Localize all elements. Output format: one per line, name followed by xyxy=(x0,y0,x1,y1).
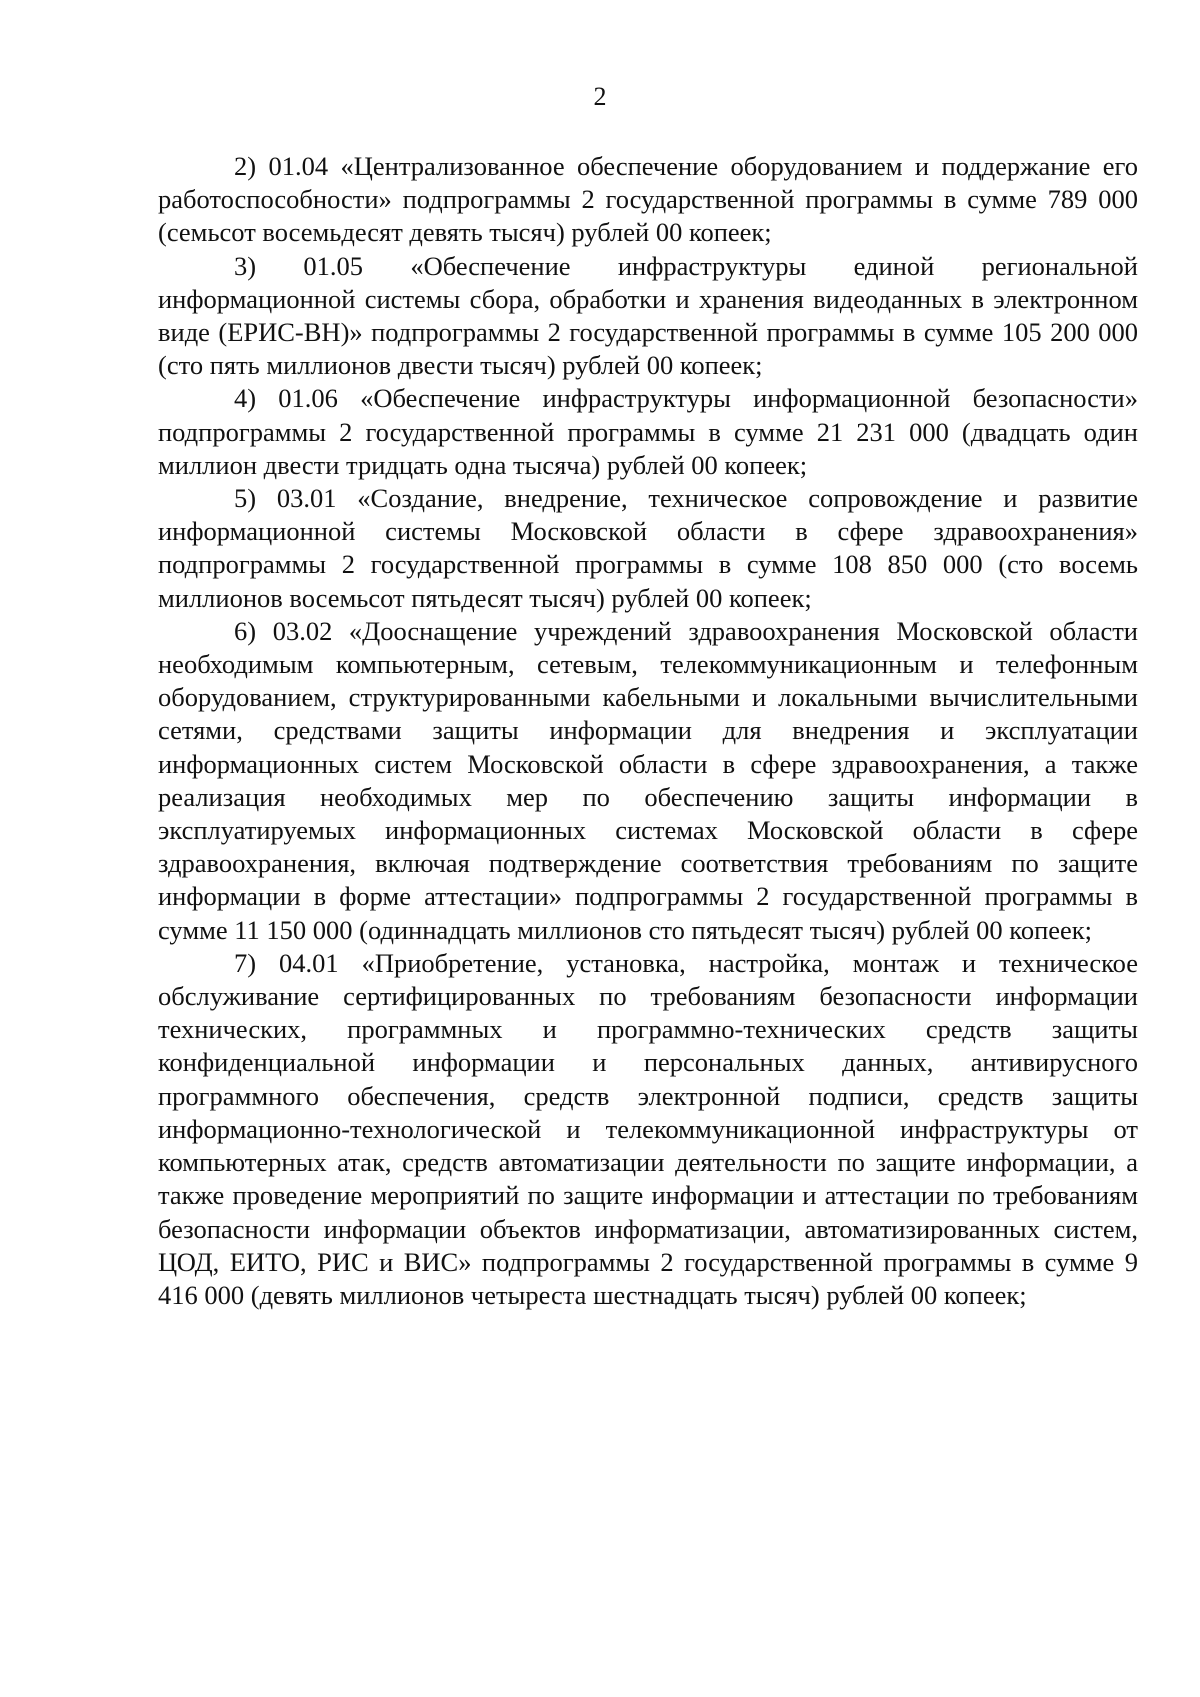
paragraph-item-4: 4) 01.06 «Обеспечение инфраструктуры информационной безопасности» подпрограммы 2 государственной программы в сумме 21 231 000 (двадцать один миллион двести тридцать одна тысяча) рублей 00 копеек; xyxy=(158,383,1138,480)
paragraph-item-5: 5) 03.01 «Создание, внедрение, техническое сопровождение и развитие информационной системы Московской области в сфере здравоохранения» подпрограммы 2 государственной программы в сумме 108 850 000 (сто восемь миллионов восемьсот пятьдесят тысяч) рублей 00 копеек; xyxy=(158,483,1138,613)
page-number: 2 xyxy=(593,82,607,111)
paragraph-item-2: 2) 01.04 «Централизованное обеспечение оборудованием и поддержание его работоспособности» подпрограммы 2 государственной программы в сумме 789 000 (семьсот восемьдесят девять тысяч) рублей 00 копеек; xyxy=(158,151,1138,248)
paragraph-item-7: 7) 04.01 «Приобретение, установка, настройка, монтаж и техническое обслуживание сертифицированных по требованиям безопасности информации технических, программных и программно-технических средств защиты конфиденциальной информации и персональных данных, антивирусного программного обеспечения, средств электронной подписи, средств защиты информационно-технологической и телекоммуникационной инфраструктуры от компьютерных атак, средств автоматизации деятельности по защите информации, а также проведение мероприятий по защите информации и аттестации по требованиям безопасности информации объектов информатизации, автоматизированных систем, ЦОД, ЕИТО, РИС и ВИС» подпрограммы 2 государственной программы в сумме 9 416 000 (девять миллионов четыреста шестнадцать тысяч) рублей 00 копеек; xyxy=(158,947,1138,1310)
document-body xyxy=(158,150,1138,1312)
paragraph-item-3: 3) 01.05 «Обеспечение инфраструктуры единой региональной информационной системы сбора, обработки и хранения видеоданных в электронном виде (ЕРИС-ВН)» подпрограммы 2 государственной программы в сумме 105 200 000 (сто пять миллионов двести тысяч) рублей 00 копеек; xyxy=(158,250,1138,381)
paragraph-item-6: 6) 03.02 «Дооснащение учреждений здравоохранения Московской области необходимым компьютерным, сетевым, телекоммуникационным и телефонным оборудованием, структурированными кабельными и локальными вычислительными сетями, средствами защиты информации для внедрения и эксплуатации информационных систем Московской области в сфере здравоохранения, а также реализация необходимых мер по обеспечению защиты информации в эксплуатируемых информационных системах Московской области в сфере здравоохранения, включая подтверждение соответствия требованиям по защите информации в форме аттестации» подпрограммы 2 государственной программы в сумме 11 150 000 (одиннадцать миллионов сто пятьдесят тысяч) рублей 00 копеек; xyxy=(158,615,1138,945)
